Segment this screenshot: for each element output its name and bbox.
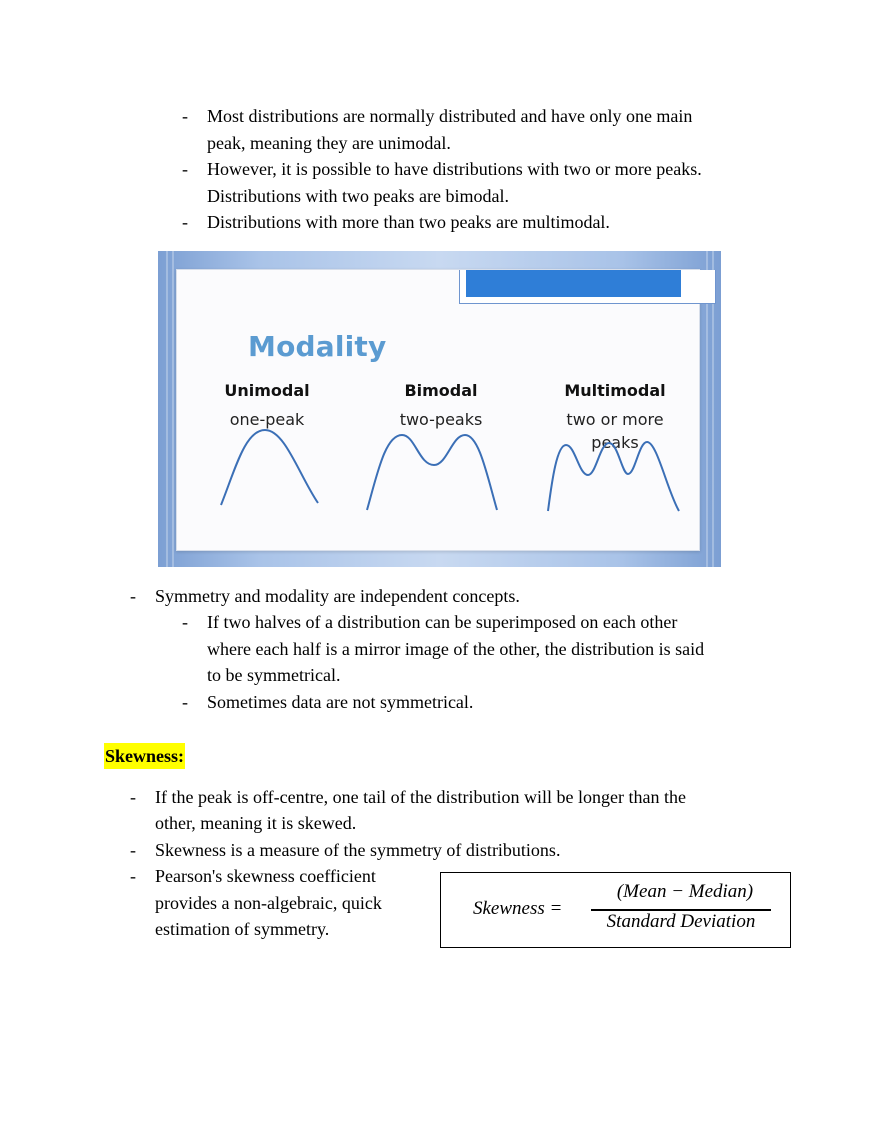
bullet-dash: - [182, 692, 188, 712]
intro-bullet-1-line-2: peak, meaning they are unimodal. [207, 133, 451, 153]
symmetry-sub-1-line-2: where each half is a mirror image of the other, the distribution is said [207, 639, 705, 659]
skewness-bullet-1-line-2: other, meaning it is skewed. [155, 813, 357, 833]
bullet-dash: - [130, 866, 136, 886]
intro-bullet-1-line-1: Most distributions are normally distributed and have only one main [207, 106, 693, 126]
intro-bullet-3: Distributions with more than two peaks are multimodal. [207, 212, 610, 232]
symmetry-bullet: Symmetry and modality are independent concepts. [155, 586, 520, 606]
formula-numerator: (Mean − Median) [616, 881, 754, 902]
bullet-dash: - [130, 787, 136, 807]
bimodal-heading: Bimodal [404, 381, 478, 400]
skewness-bullet-2: Skewness is a measure of the symmetry of distributions. [155, 840, 561, 860]
intro-bullet-2-line-2: Distributions with two peaks are bimodal. [207, 186, 509, 206]
unimodal-heading: Unimodal [224, 381, 310, 400]
multimodal-subtitle-line-2: peaks [591, 433, 639, 452]
figure-stripe [172, 251, 174, 567]
bullet-dash: - [130, 586, 136, 606]
bullet-dash: - [130, 840, 136, 860]
figure-card [176, 269, 700, 551]
bullet-dash: - [182, 106, 188, 126]
symmetry-sub-2: Sometimes data are not symmetrical. [207, 692, 474, 712]
skewness-formula-box [440, 872, 791, 948]
formula-denominator: Standard Deviation [606, 911, 756, 932]
unimodal-subtitle-line-1: one-peak [229, 410, 305, 429]
unimodal-curve [221, 430, 318, 505]
bullet-dash: - [182, 612, 188, 632]
symmetry-sub-1-line-1: If two halves of a distribution can be superimposed on each other [207, 612, 678, 632]
skewness-heading: Skewness: [104, 743, 185, 769]
bimodal-subtitle-line-1: two-peaks [399, 410, 483, 429]
skewness-bullet-3-line-2: provides a non-algebraic, quick [155, 893, 382, 913]
bullet-dash: - [182, 212, 188, 232]
modality-curves [177, 270, 699, 550]
figure-stripe [166, 251, 168, 567]
formula-lhs: Skewness = [473, 898, 563, 919]
symmetry-sub-1-line-3: to be symmetrical. [207, 665, 341, 685]
bullet-dash: - [182, 159, 188, 179]
multimodal-subtitle-line-1: two or more [566, 410, 664, 429]
skewness-bullet-3-line-3: estimation of symmetry. [155, 919, 330, 939]
figure-title: Modality [248, 330, 387, 363]
multimodal-heading: Multimodal [564, 381, 666, 400]
modality-figure [158, 251, 721, 567]
multimodal-curve [548, 442, 679, 511]
bimodal-curve [367, 435, 497, 510]
skewness-bullet-1-line-1: If the peak is off-centre, one tail of the distribution will be longer than the [155, 787, 687, 807]
intro-bullet-2-line-1: However, it is possible to have distributions with two or more peaks. [207, 159, 702, 179]
skewness-bullet-3-line-1: Pearson's skewness coefficient [155, 866, 376, 886]
